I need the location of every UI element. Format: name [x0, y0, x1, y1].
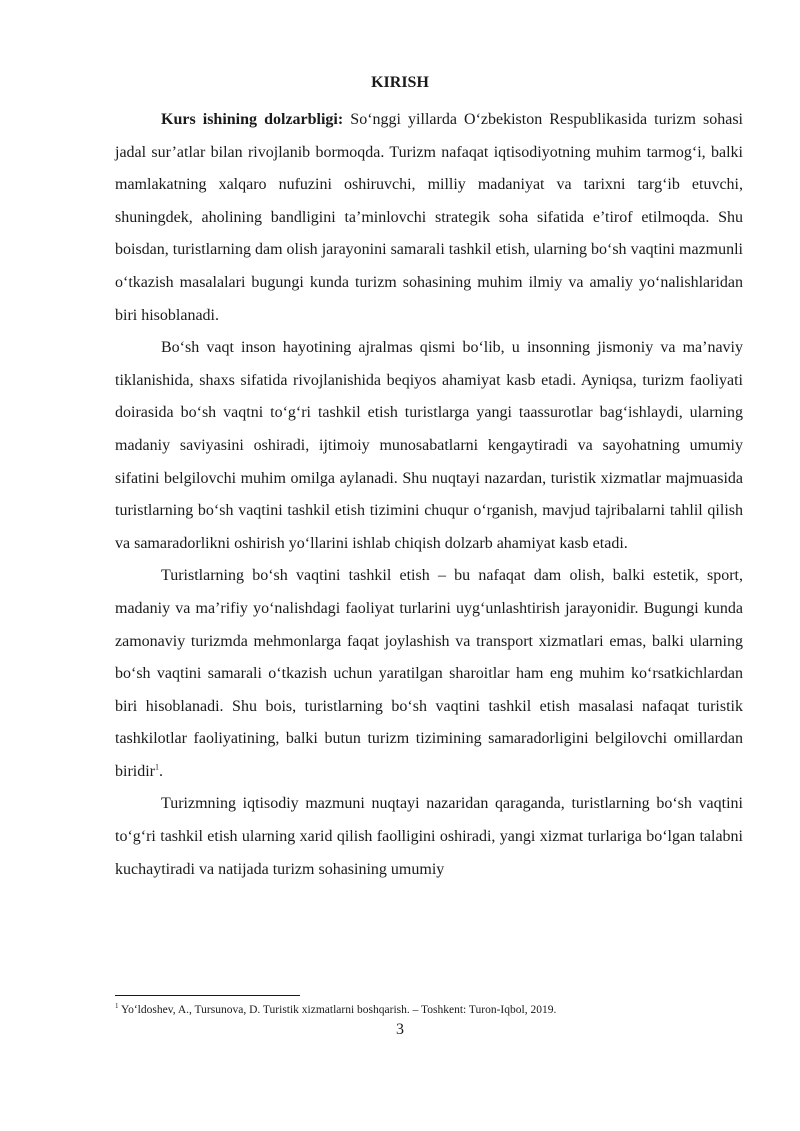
paragraph-end: .: [159, 762, 163, 780]
paragraph-text: So‘nggi yillarda O‘zbekiston Respublikasida turizm sohasi jadal sur’atlar bilan rivojlanib bormoqda. Turizm nafaqat iqtisodiyotning muhim tarmog‘i, balki mamlakatning xalqaro nufuzini oshiruvchi, milliy madaniyat va tarixni targ‘ib etuvchi, shuningdek, aholining bandligini ta’minlovchi strategik soha sifatida e’tirof etilmoqda. Shu boisdan, turistlarning dam olish jarayonini samarali tashkil etish, ularning bo‘sh vaqtini mazmunli o‘tkazish masalalari bugungi kunda turizm sohasining muhim ilmiy va amaliy yo‘nalishlaridan biri hisoblanadi.: [115, 111, 743, 324]
paragraph-economic: Turizmning iqtisodiy mazmuni nuqtayi nazaridan qaraganda, turistlarning bo‘sh vaqtini to‘g‘ri tashkil etish ularning xarid qilish faolligini oshiradi, yangi xizmat turlariga bo‘lgan talabni kuchaytiradi va natijada turizm sohasining umumiy: [115, 795, 743, 878]
footnote: [115, 1003, 743, 1017]
paragraph-organization: [115, 560, 743, 788]
footnote-separator: [115, 995, 300, 996]
footnote-marker: 1: [115, 1002, 119, 1011]
paragraph-lead: Kurs ishining dolzarbligi:: [161, 111, 344, 128]
paragraph-free-time: Bo‘sh vaqt inson hayotining ajralmas qismi bo‘lib, u insonning jismoniy va ma’naviy tiklanishida, shaxs sifatida rivojlanishida beqiyos ahamiyat kasb etadi. Ayniqsa, turizm faoliyati doirasida bo‘sh vaqtni to‘g‘ri tashkil etish turistlarga yangi taassurotlar bag‘ishlaydi, ularning madaniy saviyasini oshiradi, ijtimoiy munosabatlarni kengaytiradi va sayohatning umumiy sifatini belgilovchi muhim omilga aylanadi. Shu nuqtayi nazardan, turistik xizmatlar majmuasida turistlarning bo‘sh vaqtini tashkil etish tizimini chuqur o‘rganish, mavjud tajribalarni tahlil qilish va samaradorlikni oshirish yo‘llarini ishlab chiqish dolzarb ahamiyat kasb etadi.: [115, 339, 743, 552]
footnote-reference[interactable]: 1: [155, 762, 159, 772]
page-number: 3: [396, 1021, 404, 1038]
paragraph-text: Turistlarning bo‘sh vaqtini tashkil etish – bu nafaqat dam olish, balki estetik, sport, madaniy va ma’rifiy yo‘nalishdagi faoliyat turlarini uyg‘unlashtirish jarayonidir. Bugungi kunda zamonaviy turizmda mehmonlarga faqat joylashish va transport xizmatlari emas, balki ularning bo‘sh vaqtini samarali o‘tkazish uchun yaratilgan sharoitlar ham eng muhim ko‘rsatkichlardan biri hisoblanadi. Shu bois, turistlarning bo‘sh vaqtini tashkil etish masalasi nafaqat turistik tashkilotlar faoliyatining, balki butun turizm tizimining samaradorligini belgilovchi omillardan biridir: [115, 567, 743, 780]
section-heading: KIRISH: [371, 74, 429, 91]
footnote-text: Yo‘ldoshev, A., Tursunova, D. Turistik xizmatlarni boshqarish. – Toshkent: Turon-Iqbol, 2019.: [118, 1004, 557, 1016]
paragraph-relevance: [115, 104, 743, 332]
body-text: [115, 104, 743, 886]
